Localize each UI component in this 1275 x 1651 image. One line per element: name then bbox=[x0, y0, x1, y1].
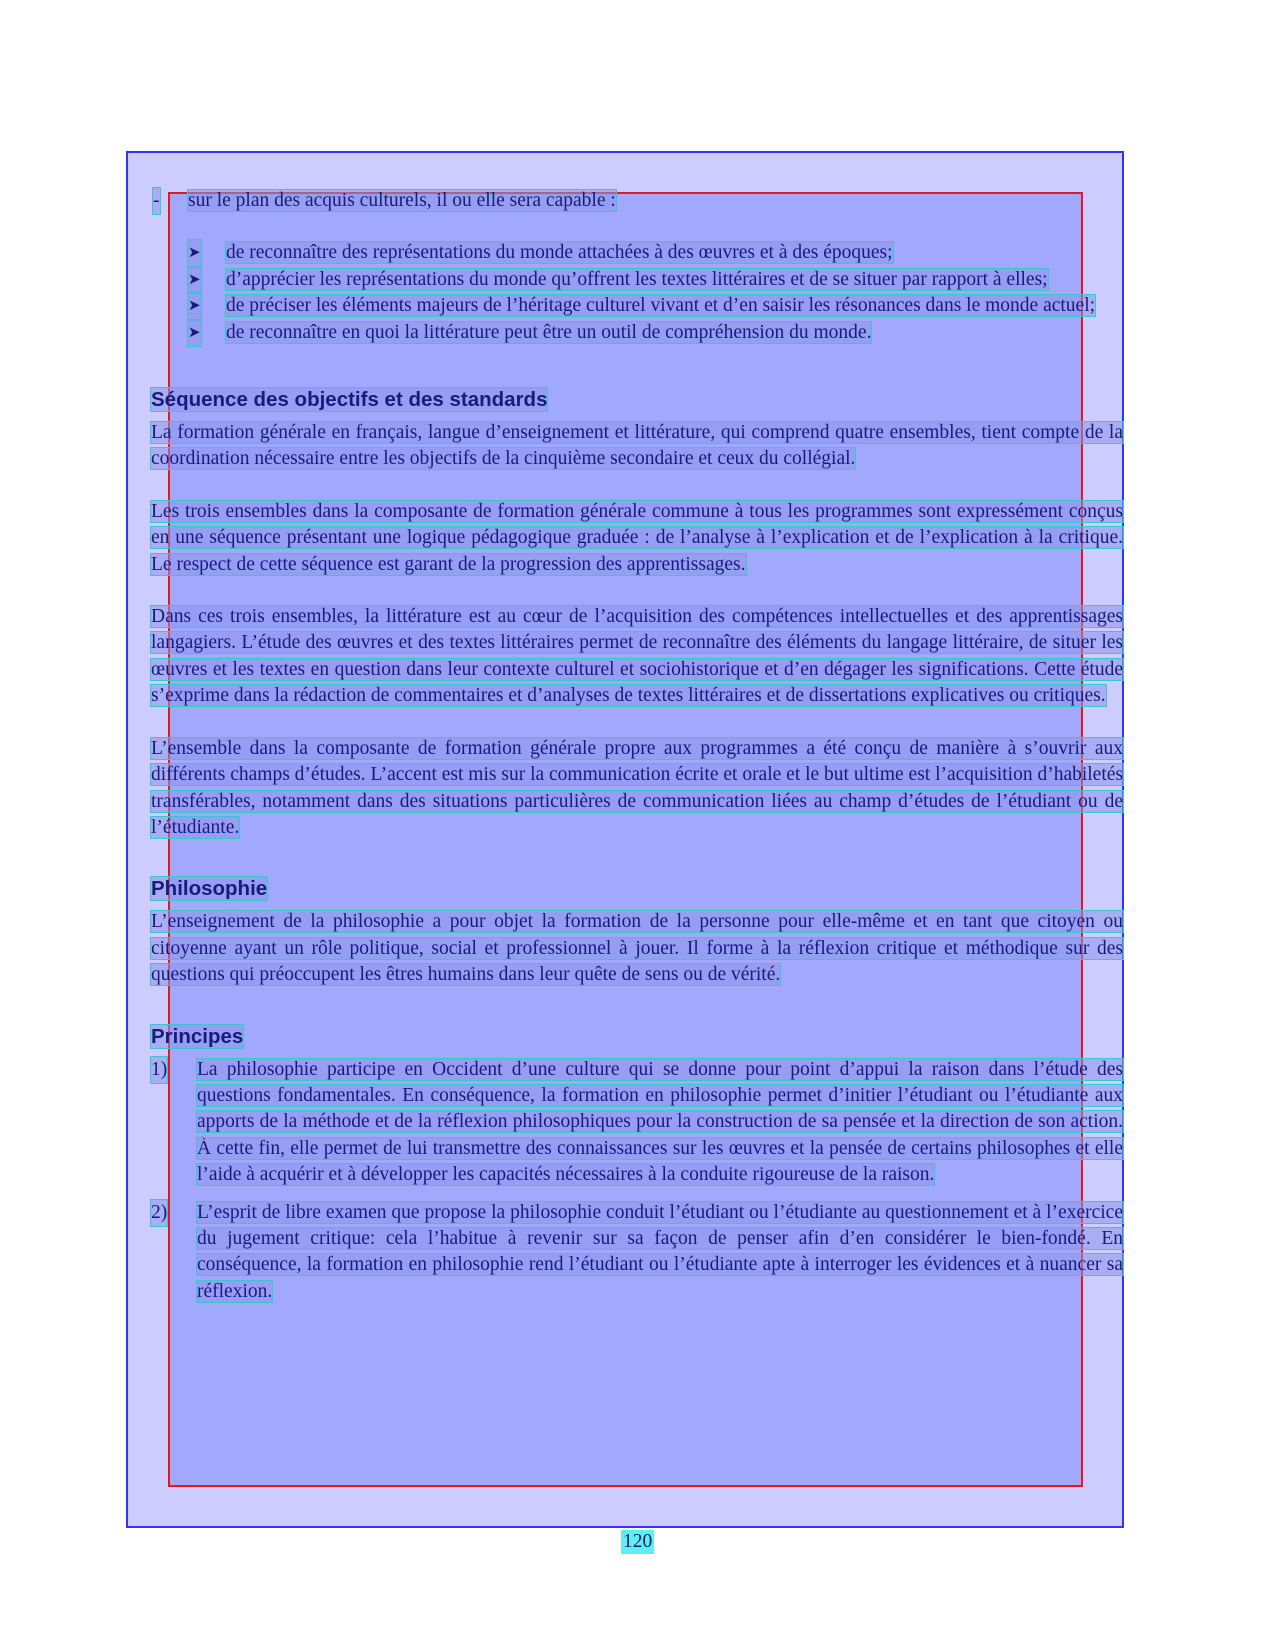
paragraph bbox=[151, 420, 1123, 473]
list-item bbox=[188, 293, 1123, 319]
numbered-item bbox=[151, 1057, 1123, 1189]
heading-text: Séquence des objectifs et des standards bbox=[151, 388, 548, 412]
paragraph-text: L’ensemble dans la composante de formation générale propre aux programmes a été conçu de manière à s’ouvrir aux différents champs d’études. L’accent est mis sur la communication écrite et orale et le but ultime est l’acquisition d’habiletés transférables, notamment dans des situations particulières de communication liées au champ d’études de l’étudiant ou de l’étudiante. bbox=[151, 737, 1123, 838]
arrow-bullet-icon: ➤ bbox=[188, 293, 201, 319]
paragraph bbox=[151, 604, 1123, 710]
section-heading-principes bbox=[151, 1023, 1123, 1051]
item-text: L’esprit de libre examen que propose la philosophie conduit l’étudiant ou l’étudiante au questionnement et à l’exercice du jugement critique: cela l’habitue à revenir sur sa façon de penser afin d’en considérer le bien-fondé. En conséquence, la formation en philosophie rend l’étudiant ou l’étudiante apte à interroger les évidences et à nuancer sa réflexion. bbox=[197, 1201, 1123, 1302]
list-item bbox=[188, 240, 1123, 266]
paragraph-text: L’enseignement de la philosophie a pour objet la formation de la personne pour elle-même et en tant que citoyen ou citoyenne ayant un rôle politique, social et professionnel à jouer. Il forme à la réflexion critique et méthodique sur des questions qui préoccupent les êtres humains dans leur quête de sens ou de vérité. bbox=[151, 911, 1123, 986]
paragraph bbox=[151, 736, 1123, 842]
page-number: 120 bbox=[623, 1531, 653, 1552]
paragraph-text: Les trois ensembles dans la composante de formation générale commune à tous les programmes sont expressément conçus en une séquence présentant une logique pédagogique graduée : de l’analyse à l’explication et de l’explication à la critique. Le respect de cette séquence est garant de la progression des apprentissages. bbox=[151, 500, 1123, 575]
paragraph-text: La formation générale en français, langue d’enseignement et littérature, qui comprend quatre ensembles, tient compte de la coordination nécessaire entre les objectifs de la cinquième secondaire et ceux du collégial. bbox=[151, 422, 1123, 470]
intro-dash: - bbox=[153, 188, 160, 214]
arrow-bullet-icon: ➤ bbox=[188, 240, 201, 266]
section-heading-sequence bbox=[151, 386, 1123, 414]
arrow-bullet-icon: ➤ bbox=[188, 267, 201, 293]
paragraph bbox=[151, 499, 1123, 578]
list-item bbox=[188, 320, 1123, 346]
numbered-item bbox=[151, 1200, 1123, 1306]
list-item-text: de reconnaître en quoi la littérature peut être un outil de compréhension du monde. bbox=[226, 321, 872, 343]
heading-text: Philosophie bbox=[151, 877, 268, 901]
item-text: La philosophie participe en Occident d’une culture qui se donne pour point d’appui la raison dans l’étude des questions fondamentales. En conséquence, la formation en philosophie permet d’initier l’étudiant ou l’étudiante aux apports de la méthode et de la réflexion philosophiques pour la construction de sa pensée et la direction de son action. À cette fin, elle permet de lui transmettre des connaissances sur les œuvres et la pensée de certains philosophes et elle l’aide à acquérir et à développer les capacités nécessaires à la conduite rigoureuse de la raison. bbox=[197, 1058, 1123, 1186]
item-number: 2) bbox=[151, 1200, 167, 1226]
intro-line bbox=[151, 188, 1123, 214]
list-item-text: de préciser les éléments majeurs de l’héritage culturel vivant et d’en saisir les résonances dans le monde actuel; bbox=[226, 295, 1096, 317]
heading-text: Principes bbox=[151, 1024, 244, 1048]
paragraph-text: Dans ces trois ensembles, la littérature est au cœur de l’acquisition des compétences intellectuelles et des apprentissages langagiers. L’étude des œuvres et des textes littéraires permet de reconnaître des éléments du langage littéraire, de situer les œuvres et les textes en question dans leur contexte culturel et sociohistorique et d’en dégager les significations. Cette étude s’exprime dans la rédaction de commentaires et d’analyses de textes littéraires et de dissertations explicatives ou critiques. bbox=[151, 606, 1123, 707]
page-content bbox=[151, 188, 1123, 1305]
capabilities-list bbox=[151, 240, 1123, 346]
arrow-bullet-icon: ➤ bbox=[188, 320, 201, 346]
intro-text: sur le plan des acquis culturels, il ou elle sera capable : bbox=[188, 190, 616, 211]
section-heading-philosophie bbox=[151, 875, 1123, 903]
paragraph bbox=[151, 909, 1123, 988]
list-item-text: d’apprécier les représentations du monde qu’offrent les textes littéraires et de se situer par rapport à elles; bbox=[226, 268, 1048, 290]
item-number: 1) bbox=[151, 1057, 167, 1083]
list-item-text: de reconnaître des représentations du monde attachées à des œuvres et à des époques; bbox=[226, 242, 893, 264]
list-item bbox=[188, 267, 1123, 293]
